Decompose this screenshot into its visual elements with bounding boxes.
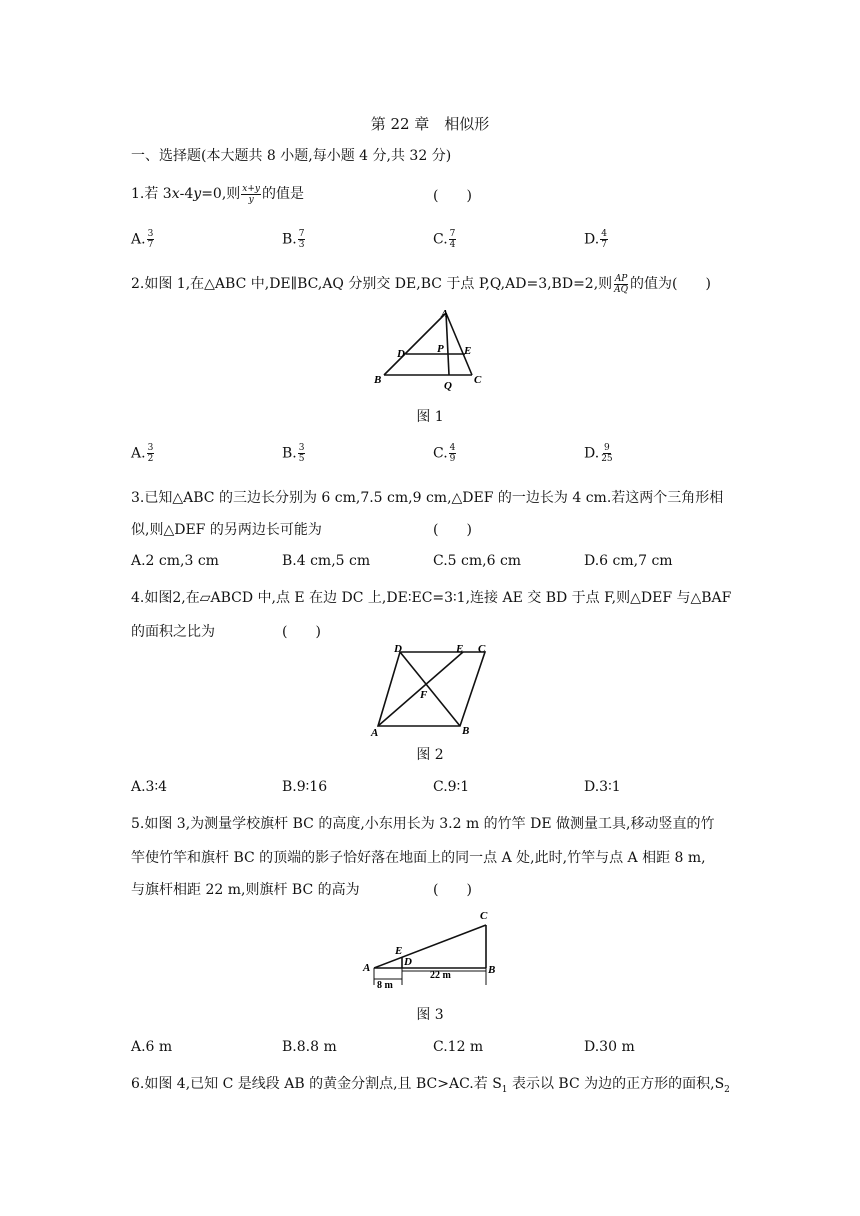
fig3-label-a: A [363,962,371,974]
fig1-label-a: A [441,308,449,320]
question-4-line-1: 4.如图2,在▱ABCD 中,点 E 在边 DC 上,DE∶EC=3∶1,连接 AE 交 BD 于点 F,则△DEF 与△BAF [131,590,732,606]
q1-fraction: $\frac{x+y}{y}$ [242,183,260,205]
q2-fraction: $\frac{AP}{AQ}$ [614,273,629,295]
question-6-line-1: 6.如图 4,已知 C 是线段 AB 的黄金分割点,且 BC>AC.若 $S_1$ 表示以 BC 为边的正方形的面积$,S_2$ [131,1076,730,1095]
fig1-label-b: B [374,374,382,386]
fig3-dist-22m: 22 m [430,970,451,981]
fig2-label-d: D [394,643,402,655]
q4-option-a[interactable]: A.3∶4 [131,779,168,795]
q1-option-b[interactable]: B. $\frac{7}{3}$ [282,229,305,250]
question-2: 2.如图 1,在△ABC 中,DE∥BC,AQ 分别交 DE,BC 于点 P,Q,AD=3,BD=2,则 $\frac{AP}{AQ}$ 的值为( ) [131,273,711,295]
q5-option-c[interactable]: C.12 m [433,1039,484,1055]
q2-option-b[interactable]: B. $\frac{3}{5}$ [282,443,305,464]
fig3-dist-8m: 8 m [377,980,393,991]
section-heading: 一、选择题(本大题共 8 小题,每小题 4 分,共 32 分) [131,148,452,164]
q5-option-d[interactable]: D.30 m [584,1039,635,1055]
fig1-label-c: C [474,374,482,386]
q1-option-c[interactable]: C. $\frac{7}{4}$ [433,229,456,250]
question-1: 1.若 3x-4y=0,则 $\frac{x+y}{y}$ 的值是 [131,183,304,205]
fig1-label-q: Q [444,380,452,392]
fig1-label-p: P [437,343,444,355]
q2-option-d[interactable]: D. $\frac{9}{25}$ [584,443,613,464]
figure-1-caption: 图 1 [416,409,444,425]
fig1-label-d: D [397,348,405,360]
figure-2-caption: 图 2 [416,747,444,763]
q5-option-b[interactable]: B.8.8 m [282,1039,337,1055]
q2-option-a[interactable]: A. $\frac{3}{2}$ [131,443,154,464]
figure-3-caption: 图 3 [416,1007,444,1023]
fig3-label-e: E [395,945,403,957]
figure-3-flagpole [360,905,510,995]
q1-option-a[interactable]: A. $\frac{3}{7}$ [131,229,154,250]
q3-option-a[interactable]: A.2 cm,3 cm [131,553,219,569]
q5-option-a[interactable]: A.6 m [131,1039,173,1055]
question-5-line-2: 竿使竹竿和旗杆 BC 的顶端的影子恰好落在地面上的同一点 A 处,此时,竹竿与点 A 相距 8 m, [131,850,706,866]
q3-option-d[interactable]: D.6 cm,7 cm [584,553,673,569]
q3-option-b[interactable]: B.4 cm,5 cm [282,553,371,569]
question-5-line-3: 与旗杆相距 22 m,则旗杆 BC 的高为 [131,882,360,898]
fig2-label-f: F [420,689,428,701]
fig3-label-b: B [488,964,496,976]
q4-answer-paren: ( ) [282,624,321,640]
q3-answer-paren: ( ) [433,522,472,538]
q1-answer-paren: ( ) [433,188,472,204]
fig2-label-c: C [478,643,486,655]
question-4-line-2: 的面积之比为 [131,624,215,640]
question-5-line-1: 5.如图 3,为测量学校旗杆 BC 的高度,小东用长为 3.2 m 的竹竿 DE 做测量工具,移动竖直的竹 [131,816,715,832]
figure-1-triangle [370,305,500,395]
question-3-line-2: 似,则△DEF 的另两边长可能为 [131,522,322,538]
q1-option-d[interactable]: D. $\frac{4}{7}$ [584,229,607,250]
q4-option-b[interactable]: B.9∶16 [282,779,328,795]
q4-option-d[interactable]: D.3∶1 [584,779,621,795]
q2-option-c[interactable]: C. $\frac{4}{9}$ [433,443,456,464]
fig2-label-e: E [456,643,464,655]
fig3-label-c: C [480,910,488,922]
fig2-label-a: A [371,727,379,739]
fig2-label-b: B [462,725,470,737]
q4-option-c[interactable]: C.9∶1 [433,779,470,795]
q5-answer-paren: ( ) [433,882,472,898]
fig3-label-d: D [404,956,412,968]
chapter-title: 第 22 章 相似形 [370,115,490,133]
q3-option-c[interactable]: C.5 cm,6 cm [433,553,522,569]
question-3-line-1: 3.已知△ABC 的三边长分别为 6 cm,7.5 cm,9 cm,△DEF 的一边长为 4 cm.若这两个三角形相 [131,490,724,506]
figure-2-parallelogram [365,640,505,740]
fig1-label-e: E [464,345,472,357]
